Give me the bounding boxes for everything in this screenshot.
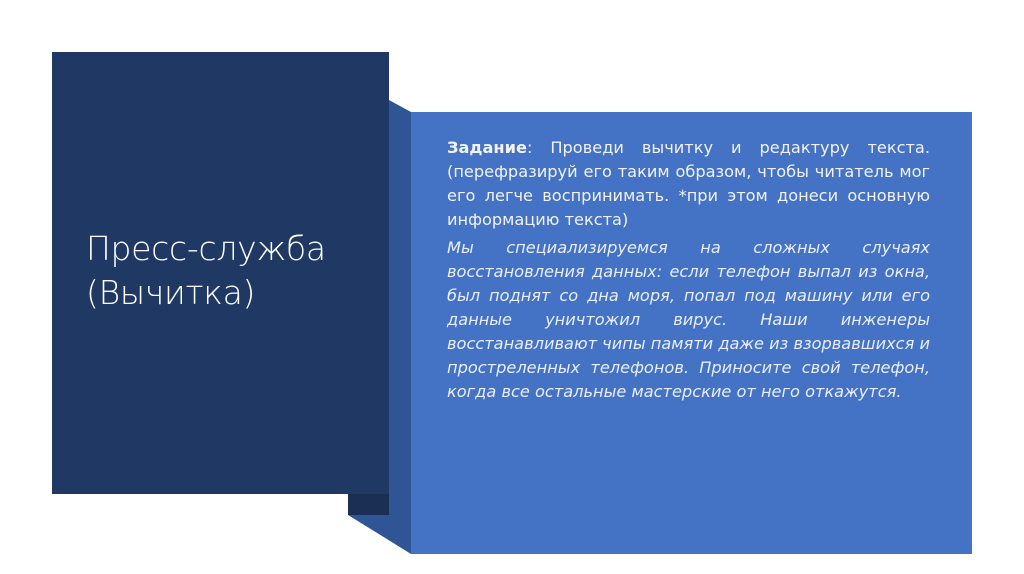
content-text-block — [447, 136, 930, 404]
title-line-2: (Вычитка) — [86, 273, 256, 312]
slide-title — [86, 227, 386, 315]
task-label: Задание — [447, 138, 527, 157]
task-paragraph — [447, 136, 930, 232]
task-text: Проведи вычитку и редактуру текста. (перефразируй его таким образом, чтобы читатель мог его легче воспринимать. *при этом донеси основную информацию текста) — [447, 138, 931, 229]
task-separator: : — [526, 138, 551, 157]
content-panel — [411, 112, 972, 554]
body-paragraph: Мы специализируемся на сложных случаях восстановления данных: если телефон выпал из окна, был поднят со дна моря, попал под машину или его данные уничтожил вирус. Наши инженеры восстанавливают чипы памяти даже из взорвавшихся и простреленных телефонов. Приносите свой телефон, когда все остальные мастерские от него откажутся. — [447, 238, 930, 401]
title-panel — [52, 52, 389, 494]
title-line-1: Пресс-служба — [86, 229, 326, 268]
